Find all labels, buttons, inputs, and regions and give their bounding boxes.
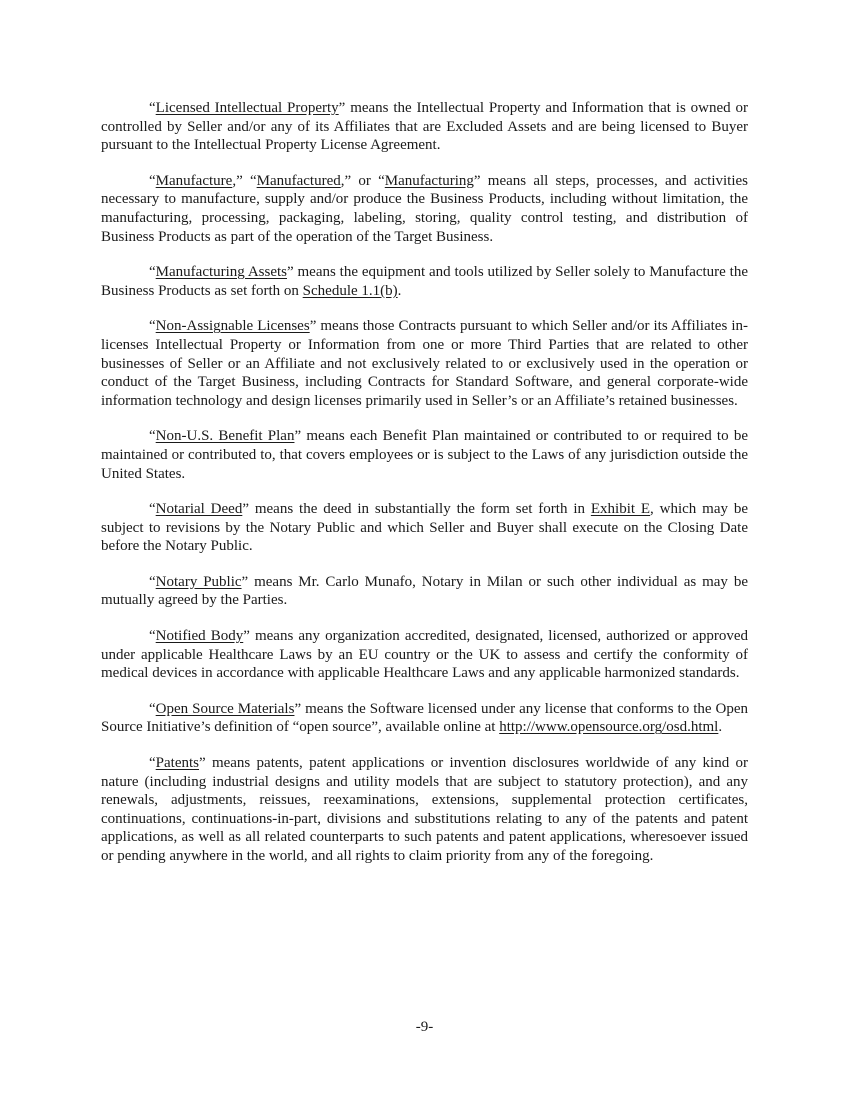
defined-term: Manufacture: [155, 172, 233, 189]
definition-manufacture: “Manufacture,” “Manufactured,” or “Manufacturing” means all steps, processes, and activities necessary to manufacture, supply and/or produce the Business Products, including without limitation, the manufacturing, processing, packaging, labeling, storing, quality control testing, and distribution of Business Products as part of the operation of the Target Business.: [101, 172, 748, 245]
defined-term: Manufacturing Assets: [155, 264, 287, 281]
defined-term: Open Source Materials: [155, 700, 295, 717]
defined-term: Manufacturing: [384, 172, 474, 189]
defined-term: Patents: [155, 755, 200, 772]
defined-term: Notarial Deed: [155, 501, 243, 518]
defined-term: Non-U.S. Benefit Plan: [155, 428, 295, 445]
definition-manufacturing-assets: “Manufacturing Assets” means the equipment and tools utilized by Seller solely to Manufacture the Business Products as set forth on Schedule 1.1(b).: [101, 264, 748, 299]
exhibit-reference: Exhibit E: [590, 501, 651, 518]
defined-term: Manufactured: [256, 172, 341, 189]
defined-term: Notified Body: [155, 628, 244, 645]
definition-non-assignable-licenses: “Non-Assignable Licenses” means those Contracts pursuant to which Seller and/or its Affiliates in-licenses Intellectual Property or Information from one or more Third Parties that are related to other businesses of Seller or an Affiliate and not exclusively related to or exclusively used in the operation or conduct of the Target Business, including Contracts for Standard Software, and general corporate-wide information technology and design licenses primarily used in Seller’s or an Affiliate’s retained businesses.: [101, 318, 748, 409]
definition-notary-public: “Notary Public” means Mr. Carlo Munafo, Notary in Milan or such other individual as may be mutually agreed by the Parties.: [101, 573, 748, 609]
defined-term: Notary Public: [155, 573, 242, 590]
defined-term: Non-Assignable Licenses: [155, 318, 310, 335]
definition-notarial-deed: “Notarial Deed” means the deed in substantially the form set forth in Exhibit E, which may be subject to revisions by the Notary Public and which Seller and Buyer shall execute on the Closing Date before the Notary Public.: [101, 501, 749, 555]
osd-url-link[interactable]: http://www.opensource.org/osd.html: [499, 719, 719, 736]
definition-non-us-benefit-plan: “Non-U.S. Benefit Plan” means each Benefit Plan maintained or contributed to or required to be maintained or contributed to, that covers employees or is subject to the Laws of any jurisdiction outside the United States.: [101, 428, 748, 482]
definition-patents: “Patents” means patents, patent applications or invention disclosures worldwide of any kind or nature (including industrial designs and utility models that are subject to statutory protection), and any renewals, adjustments, reissues, reexaminations, extensions, supplemental protection certificates, continuations, continuations-in-part, divisions and substitutions relating to any of the patents and patent applications, as well as all related counterparts to such patents and patent applications, wheresoever issued or pending anywhere in the world, and all rights to claim priority from any of the foregoing.: [101, 755, 748, 864]
defined-term: Licensed Intellectual Property: [155, 100, 339, 116]
page-number: -9-: [415, 1019, 434, 1035]
definition-open-source-materials: “Open Source Materials” means the Software licensed under any license that conforms to the Open Source Initiative’s definition of “open source”, available online at http://www.opensource.org/osd.html.: [101, 700, 749, 736]
definition-licensed-intellectual-property: “Licensed Intellectual Property” means the Intellectual Property and Information that is owned or controlled by Seller and/or any of its Affiliates that are Excluded Assets and are being licensed to Buyer pursuant to the Intellectual Property License Agreement.: [101, 100, 749, 154]
definitions-section: [101, 99, 748, 883]
schedule-reference: Schedule 1.1(b): [302, 282, 398, 299]
definition-notified-body: “Notified Body” means any organization accredited, designated, licensed, authorized or approved under applicable Healthcare Laws by an EU country or the UK to assess and certify the conformity of medical devices in accordance with applicable Healthcare Laws and any applicable harmonized standards.: [101, 628, 749, 682]
